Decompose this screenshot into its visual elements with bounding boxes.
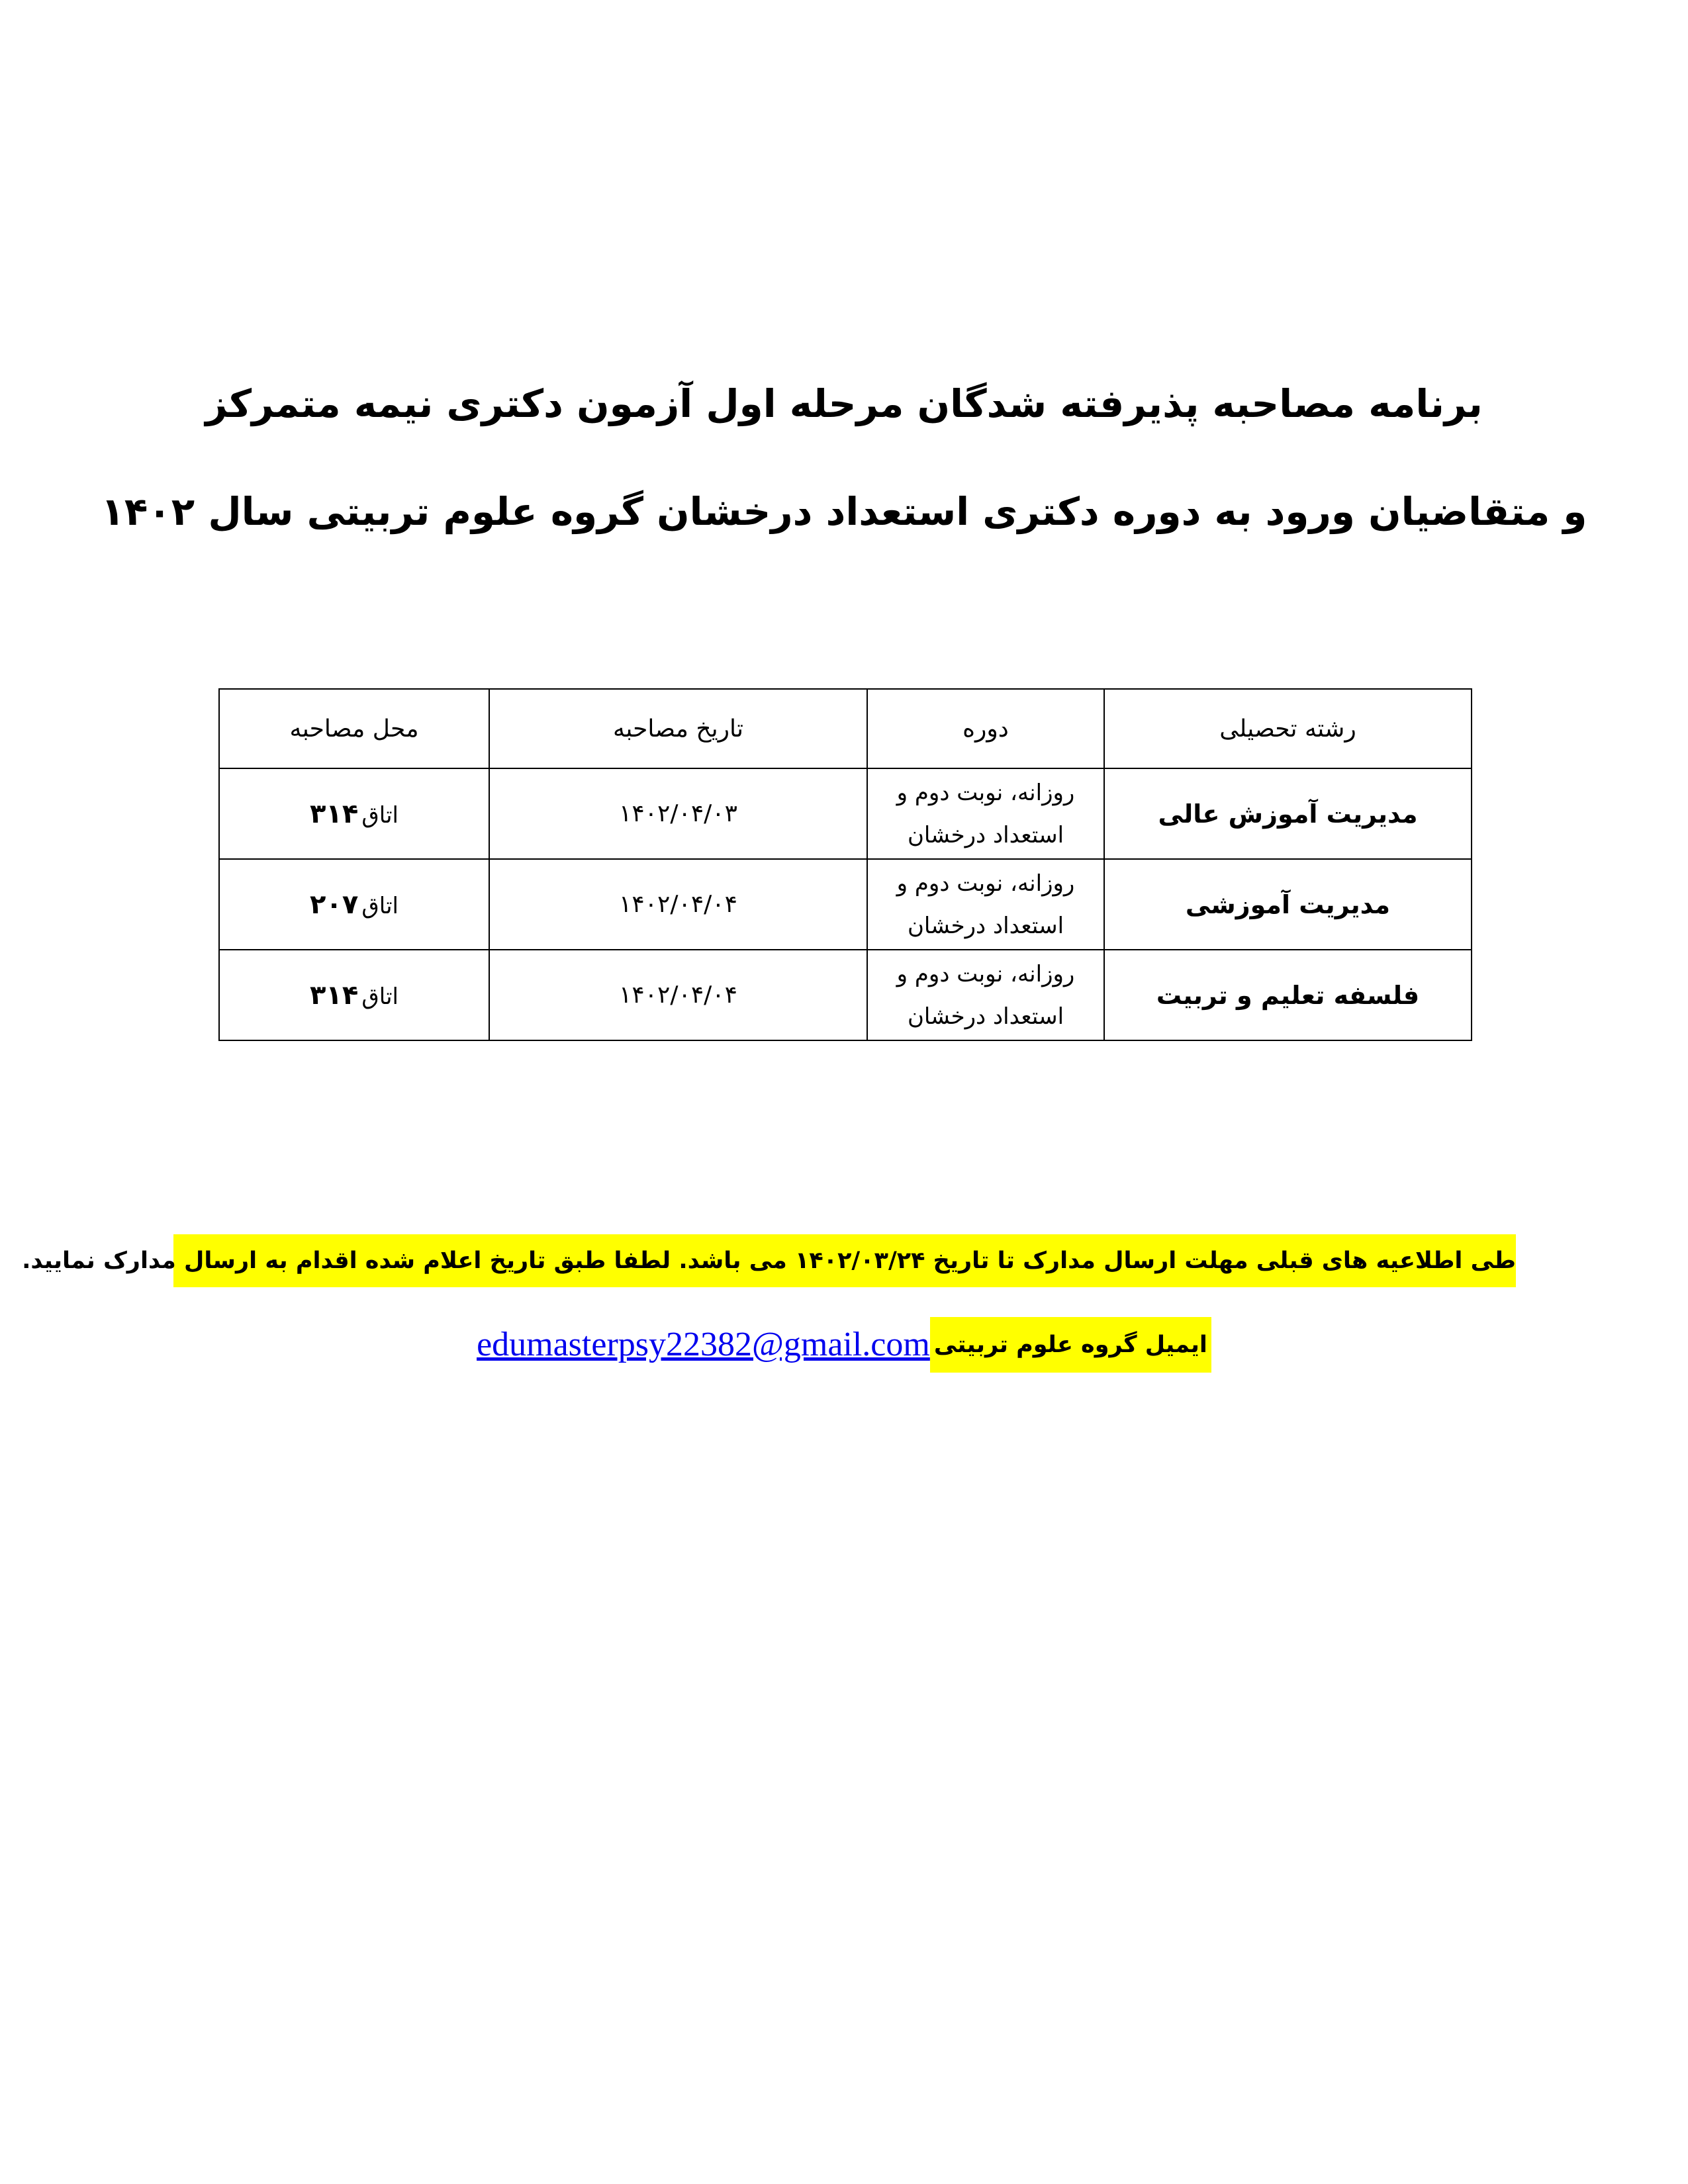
room-number: ۲۰۷ (310, 889, 359, 920)
room-word: اتاق (361, 892, 399, 919)
table-header-row (219, 689, 1472, 768)
field-cell (1104, 859, 1472, 950)
email-link[interactable]: edumasterpsy22382@gmail.com (477, 1326, 930, 1363)
interview-date: ۱۴۰۲/۰۴/۰۴ (619, 981, 737, 1009)
room-word: اتاق (361, 983, 399, 1010)
period-line-1: روزانه، نوبت دوم و (896, 960, 1075, 987)
field-name: فلسفه تعلیم و تربیت (1156, 980, 1420, 1010)
field-name: مدیریت آموزش عالی (1158, 799, 1418, 829)
location-cell (219, 950, 489, 1040)
page-title-line-1: برنامه مصاحبه پذیرفته شدگان مرحله اول آزمون دکتری نیمه متمرکز (205, 381, 1483, 426)
location-cell (219, 768, 489, 859)
interview-date: ۱۴۰۲/۰۴/۰۳ (619, 800, 737, 827)
period-cell (867, 768, 1104, 859)
field-cell (1104, 768, 1472, 859)
period-cell (867, 950, 1104, 1040)
period-line-2: استعداد درخشان (907, 821, 1064, 848)
date-cell (489, 950, 867, 1040)
date-cell (489, 768, 867, 859)
email-label: ایمیل گروه علوم تربیتی (930, 1317, 1211, 1373)
period-line-1: روزانه، نوبت دوم و (896, 779, 1075, 806)
room-number: ۳۱۴ (310, 979, 359, 1011)
date-cell (489, 859, 867, 950)
field-name: مدیریت آموزشی (1185, 889, 1391, 919)
room-number: ۳۱۴ (310, 798, 359, 829)
period-line-2: استعداد درخشان (907, 1003, 1064, 1030)
header-date: تاریخ مصاحبه (489, 689, 867, 768)
interview-date: ۱۴۰۲/۰۴/۰۴ (619, 891, 737, 918)
period-line-1: روزانه، نوبت دوم و (896, 870, 1075, 897)
table-row (219, 768, 1472, 859)
interview-schedule-table (218, 688, 1472, 1041)
table-row (219, 859, 1472, 950)
location-cell (219, 859, 489, 950)
period-cell (867, 859, 1104, 950)
header-location: محل مصاحبه (219, 689, 489, 768)
table-row (219, 950, 1472, 1040)
header-field: رشته تحصیلی (1104, 689, 1472, 768)
header-period: دوره (867, 689, 1104, 768)
document-deadline-notice: طی اطلاعیه های قبلی مهلت ارسال مدارک تا تاریخ ۱۴۰۲/۰۳/۲۴ می باشد. لطفا طبق تاریخ اعلام شده اقدام به ارسال مدارک نمایید. (173, 1234, 1516, 1287)
page-title-line-2: و متقاضیان ورود به دوره دکتری استعداد درخشان گروه علوم تربیتی سال ۱۴۰۲ (101, 489, 1587, 534)
period-line-2: استعداد درخشان (907, 912, 1064, 939)
field-cell (1104, 950, 1472, 1040)
room-word: اتاق (361, 801, 399, 829)
contact-email-row (0, 1317, 1688, 1373)
